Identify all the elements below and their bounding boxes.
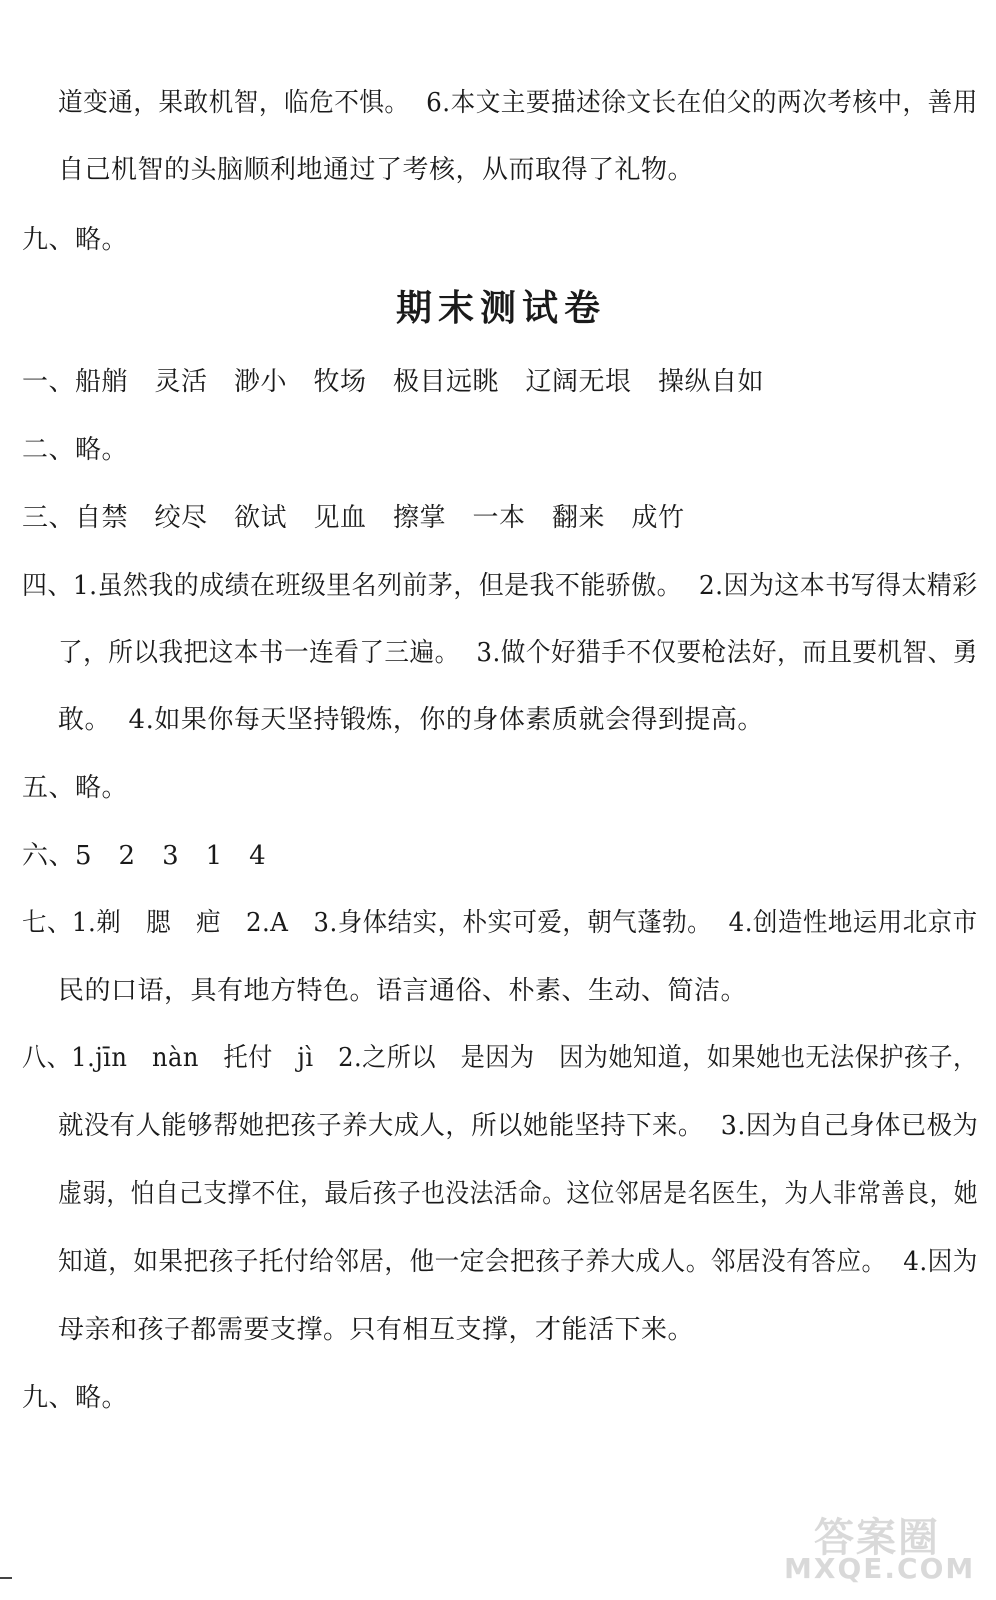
answer-line: 二、略。 xyxy=(22,435,129,465)
answer-line: 八、1.jīn nàn 托付 jì 2.之所以 是因为 因为她知道，如果她也无法保护孩子， xyxy=(22,1043,978,1073)
answer-line: 民的口语，具有地方特色。语言通俗、朴素、生动、简洁。 xyxy=(58,976,748,1006)
answer-line: 了，所以我把这本书一连看了三遍。 3.做个好猎手不仅要枪法好，而且要机智、勇 xyxy=(58,638,978,668)
watermark-logo-text: 答案圈 xyxy=(814,1515,940,1561)
answer-line: 就没有人能够帮她把孩子养大成人，所以她能坚持下来。 3.因为自己身体已极为 xyxy=(58,1111,979,1141)
answer-line: 一、船艄 灵活 渺小 牧场 极目远眺 辽阔无垠 操纵自如 xyxy=(22,367,765,397)
answer-line: 虚弱，怕自己支撑不住，最后孩子也没法活命。这位邻居是名医生，为人非常善良，她 xyxy=(58,1179,979,1209)
site-watermark xyxy=(784,1506,984,1586)
answer-line: 道变通，果敢机智，临危不惧。 6.本文主要描述徐文长在伯父的两次考核中，善用 xyxy=(58,88,978,118)
answer-line: 母亲和孩子都需要支撑。只有相互支撑，才能活下来。 xyxy=(58,1315,695,1345)
edge-mark xyxy=(0,1577,12,1579)
answer-line: 知道，如果把孩子托付给邻居，他一定会把孩子养大成人。邻居没有答应。 4.因为 xyxy=(58,1247,978,1277)
watermark-domain: MXQE.COM xyxy=(784,1552,976,1585)
answer-line: 六、5 2 3 1 4 xyxy=(22,841,267,871)
answer-line: 自己机智的头脑顺利地通过了考核，从而取得了礼物。 xyxy=(58,155,695,185)
answer-line: 敢。 4.如果你每天坚持锻炼，你的身体素质就会得到提高。 xyxy=(58,705,764,735)
answer-line: 七、1.剃 腮 疤 2.A 3.身体结实，朴实可爱，朝气蓬勃。 4.创造性地运用北京市 xyxy=(22,908,978,938)
section-title: 期末测试卷 xyxy=(396,287,607,329)
answer-line: 九、略。 xyxy=(22,1383,129,1413)
answer-line: 三、自禁 绞尽 欲试 见血 擦掌 一本 翻来 成竹 xyxy=(22,503,685,533)
answer-line: 四、1.虽然我的成绩在班级里名列前茅，但是我不能骄傲。 2.因为这本书写得太精彩 xyxy=(22,571,978,601)
answer-line: 九、略。 xyxy=(22,225,129,255)
answer-line: 五、略。 xyxy=(22,773,129,803)
